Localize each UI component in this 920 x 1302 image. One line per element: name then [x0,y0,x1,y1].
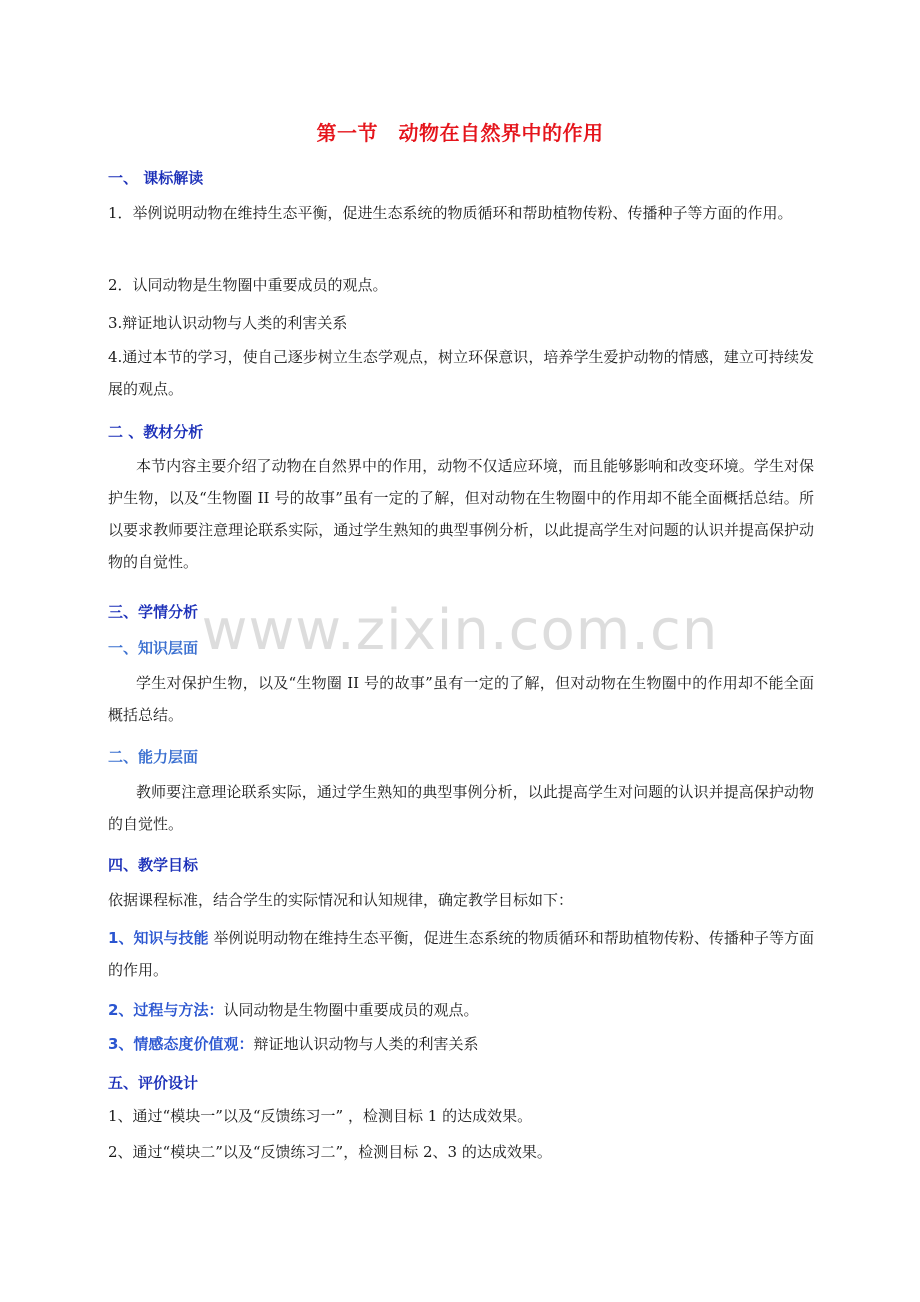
page-title: 第一节 动物在自然界中的作用 [316,121,604,145]
section-heading-standards: 一、 课标解读 [108,169,204,187]
subheading-ability: 二、能力层面 [108,748,199,766]
goal-attitude-label: 3、情感态度价值观： [108,1035,254,1053]
evaluation-item-2: 2、通过“模块二”以及“反馈练习二”，检测目标 2、3 的达成效果。 [108,1143,552,1161]
goals-intro: 依据课程标准，结合学生的实际情况和认知规律，确定教学目标如下： [108,891,574,909]
standards-item-2: 2．认同动物是生物圈中重要成员的观点。 [108,276,388,294]
goal-attitude [108,1028,814,1060]
goal-process [108,994,814,1026]
ability-paragraph: 教师要注意理论联系实际，通过学生熟知的典型事例分析，以此提高学生对问题的认识并提高保护动物的自觉性。 [108,783,814,833]
textbook-paragraph: 本节内容主要介绍了动物在自然界中的作用，动物不仅适应环境，而且能够影响和改变环境。学生对保护生物，以及“生物圈 II 号的故事”虽有一定的了解，但对动物在生物圈中的作用却不能全面概括总结。所以要求教师要注意理论联系实际，通过学生熟知的典型事例分析，以此提高学生对问题的认识并提高保护动物的自觉性。 [108,457,814,571]
goal-knowledge-label: 1、知识与技能 [108,929,209,947]
section-heading-students: 三、学情分析 [108,603,199,621]
goal-process-text: 认同动物是生物圈中重要成员的观点。 [223,1001,479,1019]
watermark: www.zixin.com.cn [201,598,719,663]
section-heading-textbook: 二 、教材分析 [108,423,204,441]
goal-attitude-text: 辩证地认识动物与人类的利害关系 [253,1035,479,1053]
goal-knowledge-text: 举例说明动物在维持生态平衡，促进生态系统的物质循环和帮助植物传粉、传播种子等方面的作用。 [108,929,814,979]
standards-item-1: 1．举例说明动物在维持生态平衡，促进生态系统的物质循环和帮助植物传粉、传播种子等方面的作用。 [108,204,793,222]
evaluation-item-1: 1、通过“模块一”以及“反馈练习一” ，检测目标 1 的达成效果。 [108,1107,533,1125]
goal-process-label: 2、过程与方法： [108,1001,224,1019]
goal-knowledge [108,922,814,986]
section-heading-goals: 四、教学目标 [108,856,199,874]
standards-item-3: 3.辩证地认识动物与人类的利害关系 [108,314,348,332]
subheading-knowledge: 一、知识层面 [108,639,199,657]
section-heading-evaluation: 五、评价设计 [108,1074,199,1092]
standards-item-4: 4.通过本节的学习，使自己逐步树立生态学观点，树立环保意识，培养学生爱护动物的情感，建立可持续发展的观点。 [108,348,814,398]
knowledge-paragraph: 学生对保护生物，以及“生物圈 II 号的故事”虽有一定的了解，但对动物在生物圈中的作用却不能全面概括总结。 [108,674,814,724]
